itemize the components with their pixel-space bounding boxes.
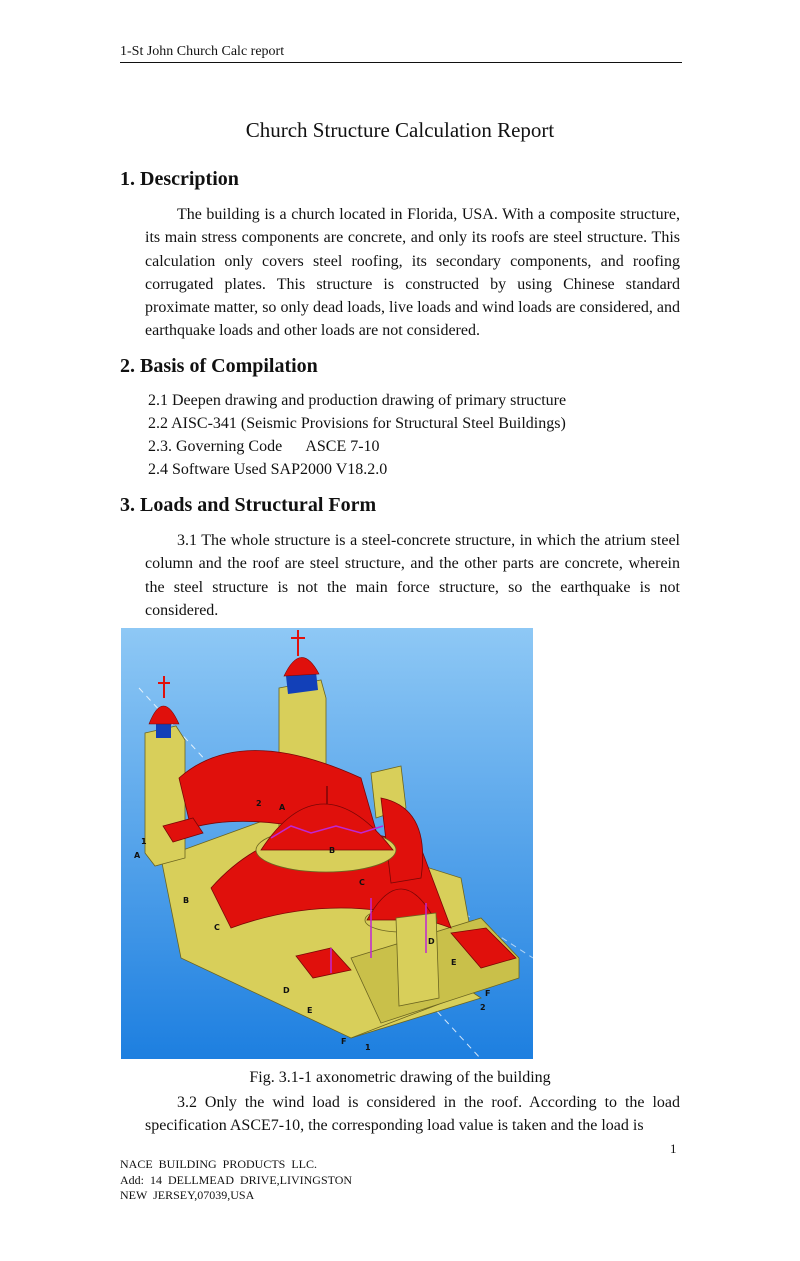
grid-label: C <box>359 878 365 887</box>
footer-address: Add: 14 DELLMEAD DRIVE,LIVINGSTON <box>120 1172 353 1187</box>
basis-item: 2.3. Governing Code ASCE 7-10 <box>148 438 380 455</box>
grid-label: B <box>329 846 336 855</box>
building-axonometric-drawing <box>121 628 533 1059</box>
grid-label: A <box>134 851 141 860</box>
section-heading-description: 1. Description <box>120 168 239 190</box>
header-divider <box>120 62 682 63</box>
grid-label: E <box>451 958 457 967</box>
grid-label: D <box>283 986 290 995</box>
grid-label: 2 <box>480 1003 486 1012</box>
running-header: 1-St John Church Calc report <box>120 44 285 59</box>
basis-item: 2.1 Deepen drawing and production drawing of primary structure <box>148 392 567 409</box>
grid-label: F <box>485 989 491 998</box>
building-axonometric-figure <box>121 628 533 1059</box>
loads-paragraph-1: 3.1 The whole structure is a steel-concrete structure, in which the atrium steel column and the roof are steel structure, and the other parts are concrete, wherein the steel structure is not the main force structure, so the earthquake is not considered. <box>145 532 680 619</box>
company-footer <box>120 1157 352 1204</box>
grid-label: A <box>279 803 286 812</box>
grid-label: 1 <box>141 837 147 846</box>
grid-label: C <box>214 923 220 932</box>
page-number: 1 <box>670 1141 677 1156</box>
grid-label: 2 <box>256 799 262 808</box>
footer-city: NEW JERSEY,07039,USA <box>120 1188 255 1202</box>
basis-list <box>148 389 566 481</box>
loads-paragraph-2: 3.2 Only the wind load is considered in the roof. According to the load specification ASCE7-10, the corresponding load value is taken and the load is <box>145 1094 680 1135</box>
basis-item: 2.4 Software Used SAP2000 V18.2.0 <box>148 461 388 478</box>
grid-label: 1 <box>365 1043 371 1052</box>
figure-caption: Fig. 3.1-1 axonometric drawing of the building <box>249 1069 551 1086</box>
section-heading-loads: 3. Loads and Structural Form <box>120 494 377 516</box>
basis-item: 2.2 AISC-341 (Seismic Provisions for Structural Steel Buildings) <box>148 415 566 432</box>
grid-label: B <box>183 896 190 905</box>
footer-company-name: NACE BUILDING PRODUCTS LLC. <box>120 1157 318 1171</box>
grid-label: E <box>307 1006 313 1015</box>
description-paragraph: The building is a church located in Florida, USA. With a composite structure, its main stress components are concrete, and only its roofs are steel structure. This calculation only covers steel roofing, its secondary components, and roofing corrugated plates. This structure is constructed by using Chinese standard proximate matter, so only dead loads, live loads and wind loads are considered, and earthquake loads and other loads are not considered. <box>145 206 680 340</box>
section-heading-basis: 2. Basis of Compilation <box>120 355 318 377</box>
grid-label: D <box>428 937 435 946</box>
grid-label: F <box>341 1037 347 1046</box>
document-title: Church Structure Calculation Report <box>245 118 555 142</box>
